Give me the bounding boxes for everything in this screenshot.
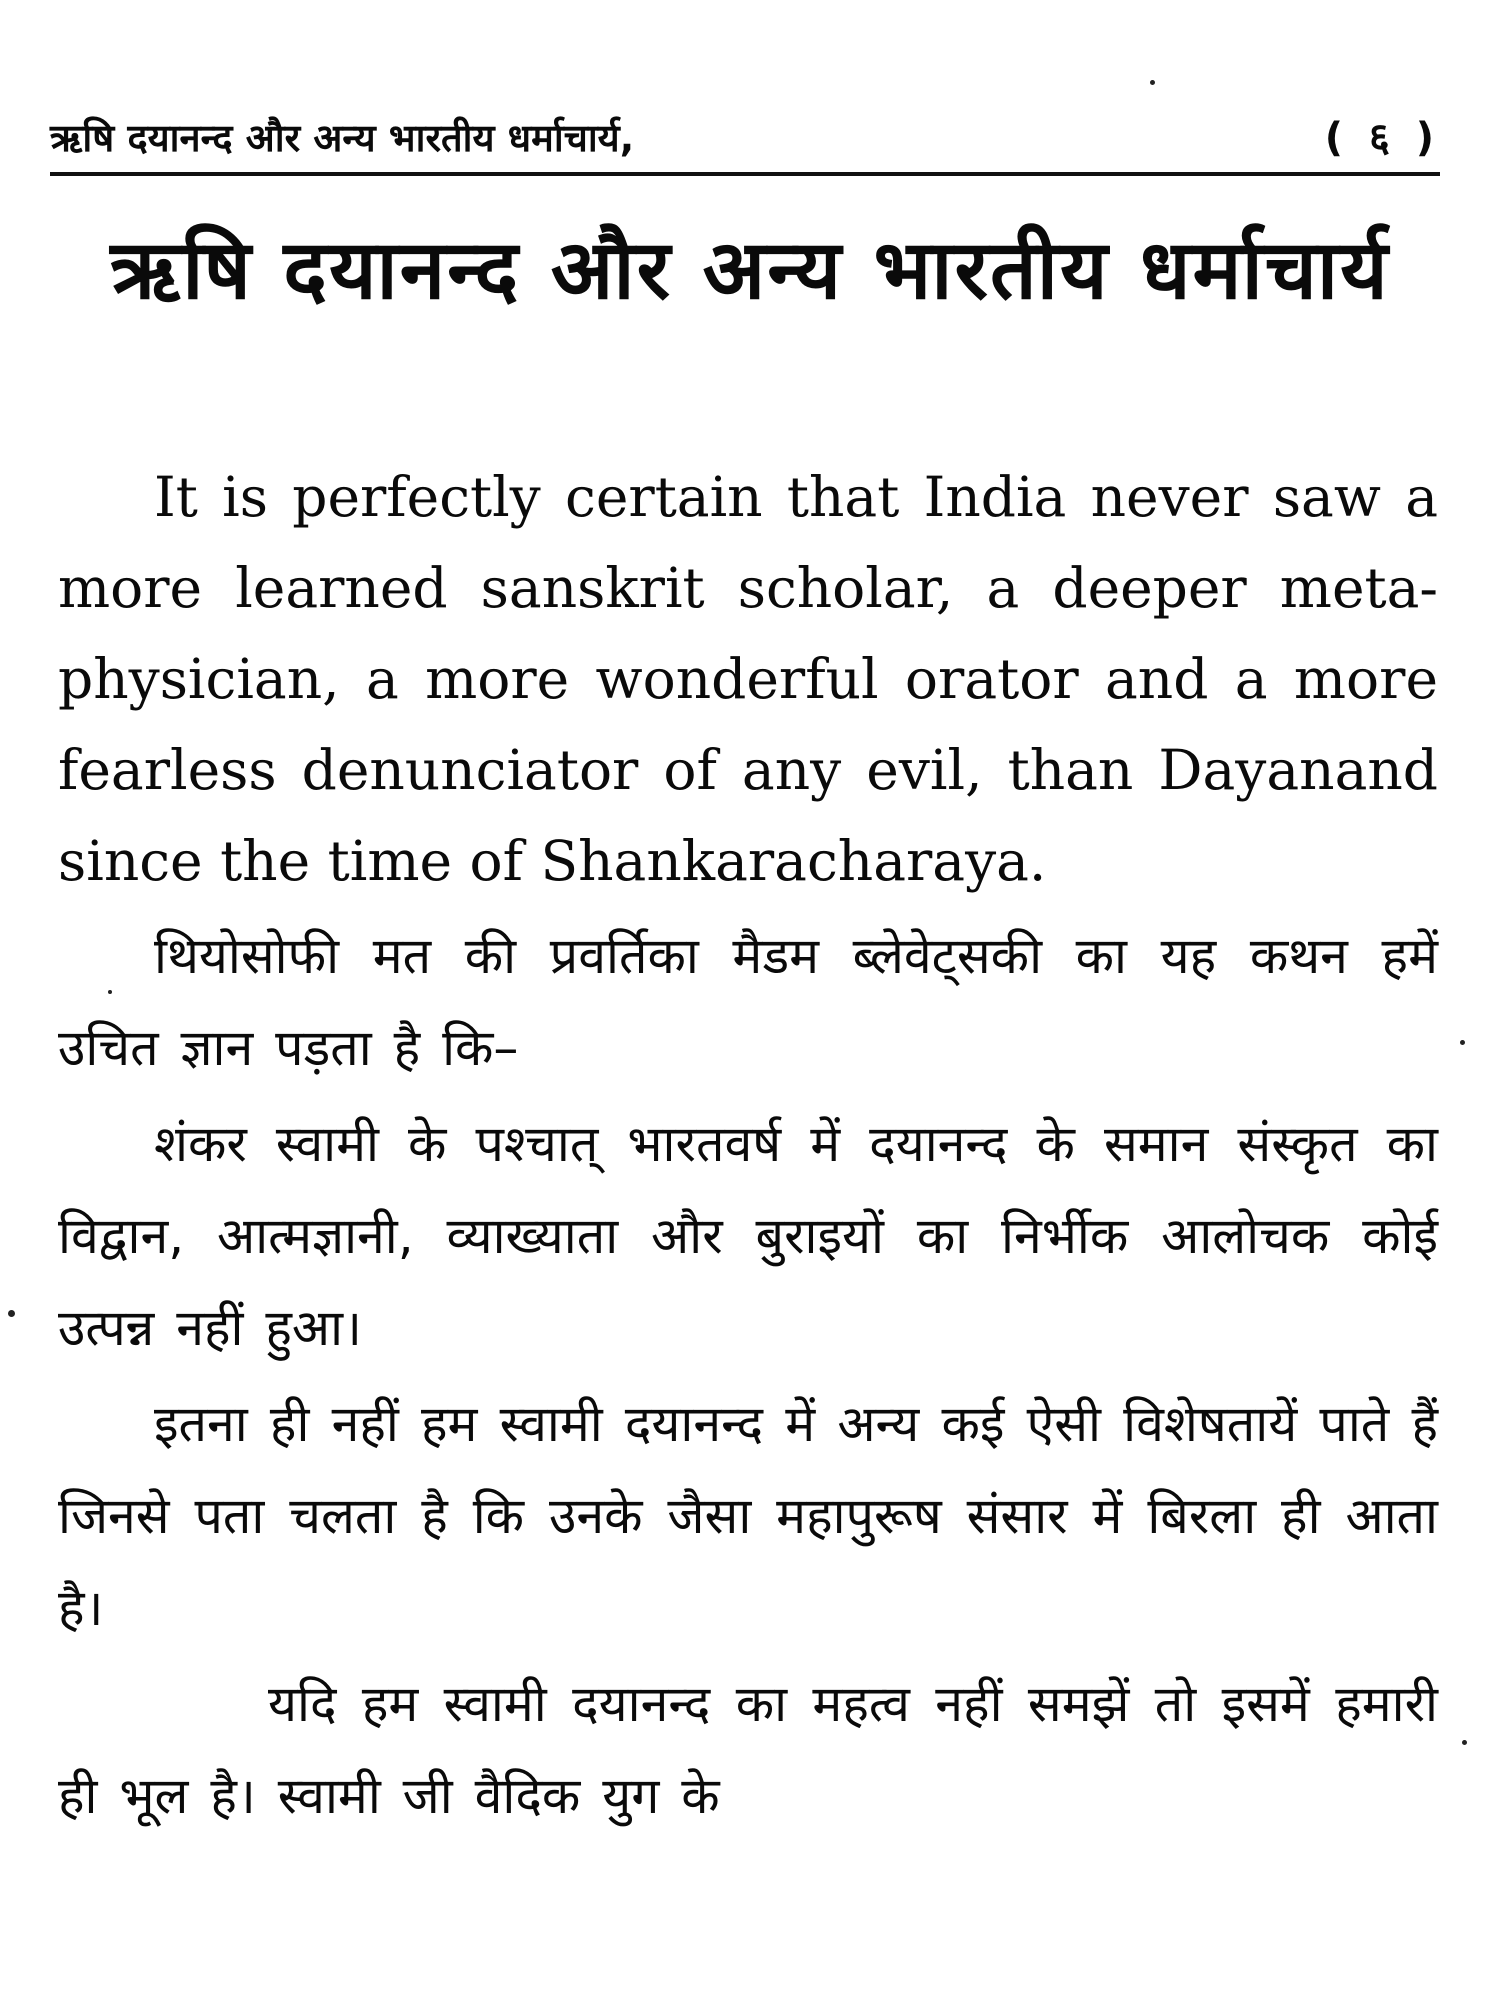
scan-speck	[1462, 1740, 1467, 1745]
hindi-paragraph-1: थियोसोफी मत की प्रवर्तिका मैडम ब्लेवेट्सकी का यह कथन हमें उचित ज्ञान पड़ता है कि–	[58, 927, 1438, 1077]
scan-speck	[8, 1310, 15, 1317]
hindi-paragraph-4: यदि हम स्वामी दयानन्द का महत्व नहीं समझें तो इसमें हमारी ही भूल है। स्वामी जी वैदिक युग के	[58, 1675, 1438, 1825]
scan-speck	[1460, 1040, 1465, 1045]
hindi-paragraph-2: शंकर स्वामी के पश्चात् भारतवर्ष में दयानन्द के समान संस्कृत का विद्वान, आत्मज्ञानी, व्याख्याता और बुराइयों का निर्भीक आलोचक कोई उत्पन्न नहीं हुआ।	[58, 1115, 1438, 1357]
page-number: ( ६ )	[1324, 115, 1440, 161]
scan-speck	[108, 990, 112, 994]
running-header	[50, 108, 1440, 168]
header-divider	[50, 172, 1440, 176]
scan-speck	[1150, 80, 1155, 85]
running-title: ऋषि दयानन्द और अन्य भारतीय धर्माचार्य,	[50, 116, 635, 160]
english-paragraph: It is perfectly certain that India never saw a more learned sanskrit scholar, a deeper meta-physician, a more wonderful orator and a more fearless denunciator of any evil, than Dayanand since the time of Shankaracharaya.	[58, 465, 1438, 893]
hindi-paragraph-3: इतना ही नहीं हम स्वामी दयानन्द में अन्य कई ऐसी विशेषतायें पाते हैं जिनसे पता चलता है कि उनके जैसा महापुरूष संसार में बिरला ही आता है।	[58, 1395, 1438, 1637]
chapter-title: ऋषि दयानन्द और अन्य भारतीय धर्माचार्य	[110, 223, 1390, 318]
